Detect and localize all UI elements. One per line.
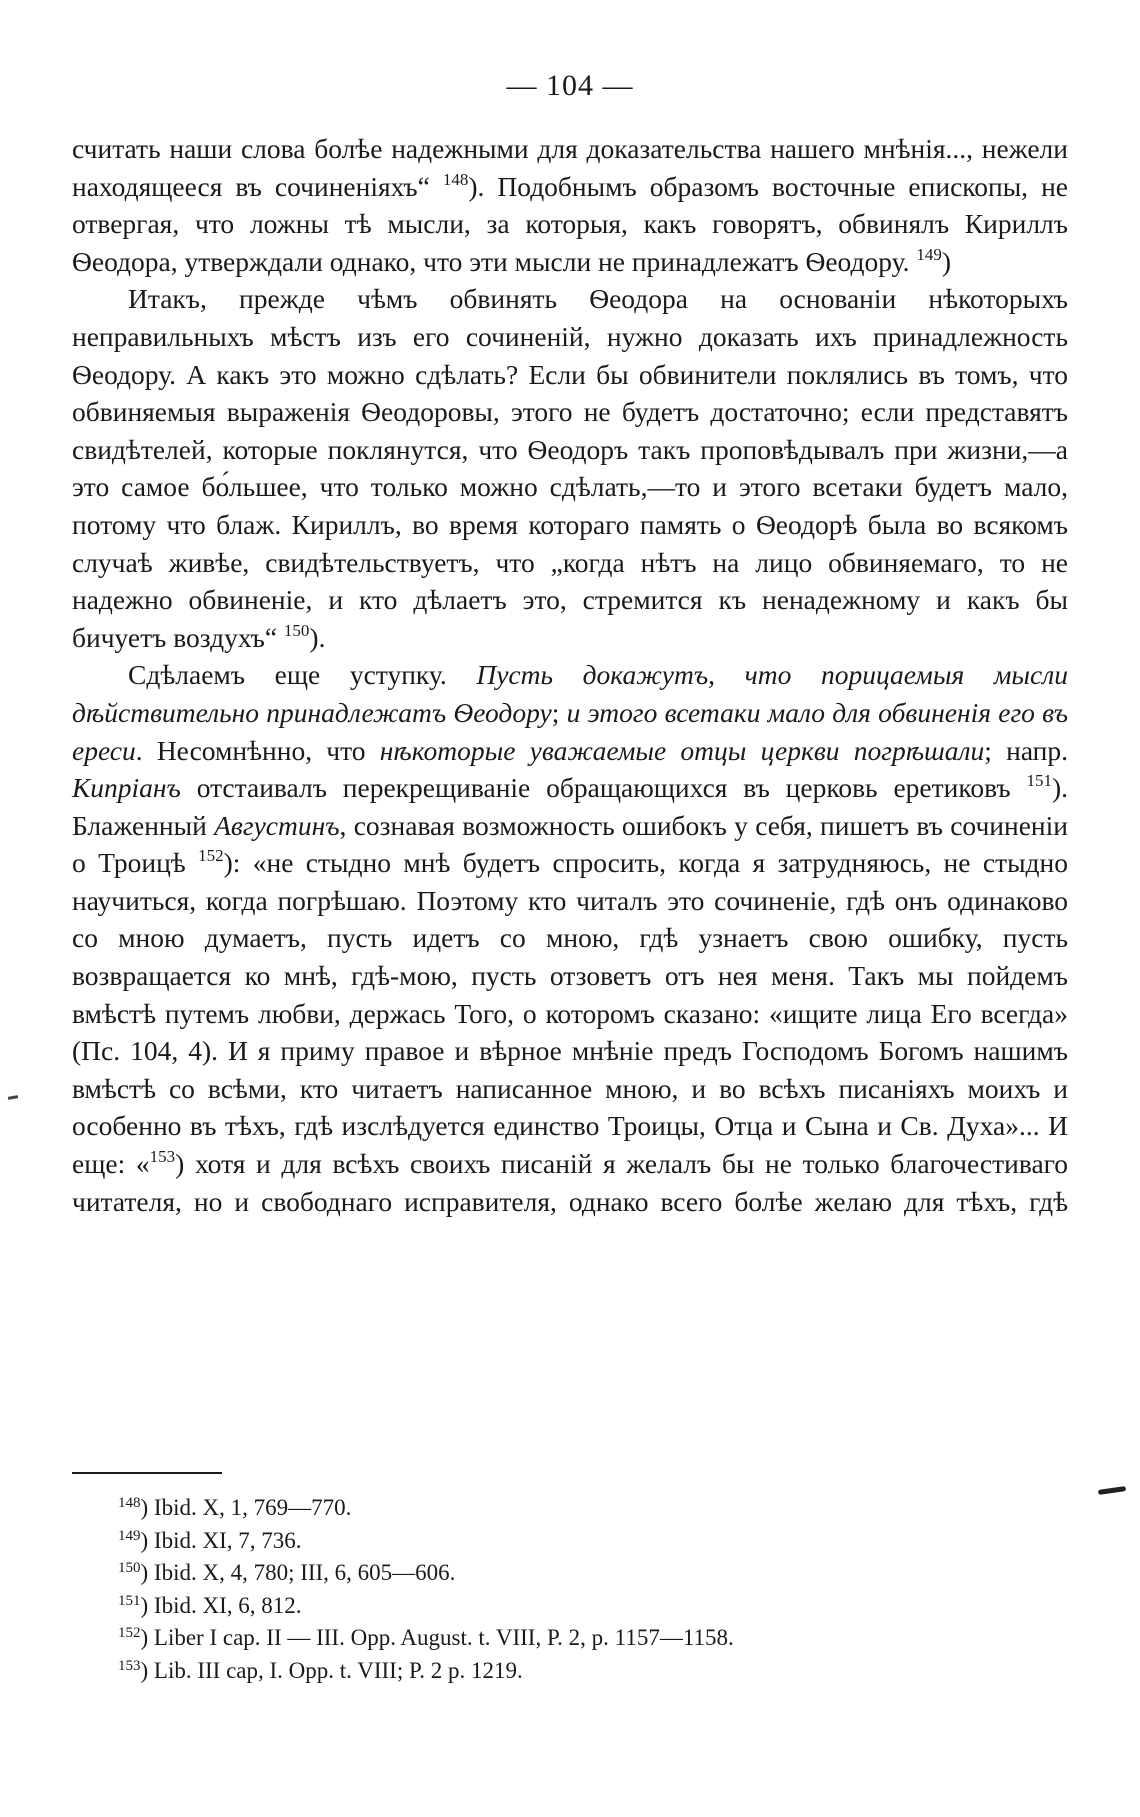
footnote-ref: 153	[149, 1147, 176, 1167]
footnote-149	[118, 1525, 1018, 1558]
text-run: Сдѣлаемъ еще уступку.	[128, 659, 477, 691]
text-run: считать наши слова болѣе надежными для доказательства нашего мнѣнія..., нежели находящееся въ сочиненіяхъ“	[72, 133, 1068, 202]
text-run: ;	[551, 696, 567, 728]
footnote-number: 153	[118, 1657, 141, 1674]
text-run: ). Блаженный	[72, 772, 1068, 841]
footnote-150	[118, 1557, 1018, 1590]
paragraph-1	[72, 130, 1068, 280]
footnote-text: ) Liber I cap. II — III. Opp. August. t. VIII, P. 2, p. 1157—1158.	[140, 1625, 734, 1651]
text-run: ).	[309, 621, 326, 653]
italic-text: Пусть докажутъ, что порицаемыя мысли дѣйствительно принадлежатъ Ѳеодору	[72, 659, 1068, 728]
footnote-text: ) Ibid. X, 4, 780; III, 6, 605—606.	[140, 1560, 456, 1586]
text-run: , сознавая возможность ошибокъ у себя, пишетъ въ сочиненіи о Троицѣ	[72, 809, 1069, 879]
footnote-152	[118, 1622, 1018, 1655]
ink-smudge	[1098, 1486, 1126, 1495]
text-run: ). Подобнымъ образомъ восточные епископы, не отвергая, что ложны тѣ мысли, за которыя, какъ говорятъ, обвинялъ Кириллъ Ѳеодора, утверждали однако, что эти мысли не принадлежатъ Ѳеодору.	[72, 170, 1069, 277]
footnote-text: ) Ibid. XI, 7, 736.	[140, 1527, 302, 1553]
footnote-number: 149	[118, 1527, 141, 1544]
text-run: отстаивалъ перекрещиваніе обращающихся въ церковь еретиковъ	[180, 772, 1027, 804]
text-run: ): «не стыдно мнѣ будетъ спросить, когда я затрудняюсь, не стыдно научиться, когда погрѣшаю. Поэтому кто читалъ это сочиненіе, гдѣ онъ одинаково со мною думаетъ, пусть идетъ со мною, гдѣ узнаетъ свою ошибку, пусть возвращается ко мнѣ, гдѣ-мою, пусть отзоветъ отъ нея меня. Такъ мы пойдемъ вмѣстѣ путемъ любви, держась Того, о которомъ сказано: «ищите лица Его всегда» (Пс. 104, 4). И я приму правое и вѣрное мнѣніе предъ Господомъ Богомъ нашимъ вмѣстѣ со всѣми, кто читаетъ написанное мною, и во всѣхъ писаніяхъ моихъ и особенно въ тѣхъ, гдѣ изслѣдуется единство Троицы, Отца и Сына и Св. Духа»... И еще: «	[72, 847, 1069, 1180]
footnote-text: ) Ibid. XI, 6, 812.	[140, 1592, 302, 1618]
italic-text: и этого всетаки мало для обвиненія его въ ереси	[72, 696, 1068, 766]
paragraph-3	[72, 656, 1068, 1220]
footnote-number: 150	[118, 1560, 141, 1577]
footnote-text: ) Ibid. X, 1, 769—770.	[140, 1495, 352, 1520]
text-run: Итакъ, прежде чѣмъ обвинять Ѳеодора на основаніи нѣкоторыхъ неправильныхъ мѣстъ изъ его сочиненій, нужно доказать ихъ принадлежность Ѳеодору. А какъ это можно сдѣлать? Если бы обвинители поклялись въ томъ, что обвиняемыя выраженія Ѳеодоровы, этого не будетъ достаточно; если представятъ свидѣтелей, которые поклянутся, что Ѳеодоръ такъ проповѣдывалъ при жизни,—а это самое бо́льшее, что только можно сдѣлать,—то и этого всетаки будетъ мало, потому что блаж. Кириллъ, во время котораго память о Ѳеодорѣ была во всякомъ случаѣ живѣе, свидѣтельствуетъ, что „когда нѣтъ на лицо обвиняемаго, то не надежно обвиненіе, и кто дѣлаетъ это, стремится къ ненадежному и какъ бы бичуетъ воздухъ“	[72, 283, 1068, 653]
footnote-number: 151	[118, 1592, 141, 1609]
paragraph-2	[72, 280, 1068, 656]
footnote-ref: 152	[198, 846, 224, 866]
ink-smudge	[8, 1095, 18, 1100]
footnote-ref: 148	[442, 169, 469, 189]
italic-text: Кипріанъ	[72, 772, 181, 804]
footnote-ref: 151	[1026, 771, 1052, 791]
footnote-number: 152	[118, 1625, 141, 1642]
text-run: ; напр.	[984, 734, 1069, 766]
footnote-ref: 150	[283, 620, 310, 640]
footnote-number: 148	[118, 1495, 141, 1511]
footnote-148	[118, 1492, 1018, 1525]
footnote-151	[118, 1590, 1018, 1623]
footnote-ref: 149	[916, 244, 942, 264]
footnote-153	[118, 1655, 1018, 1688]
text-run: ) хотя и для всѣхъ своихъ писаній я желалъ бы не только благочестиваго читателя, но и свободнаго исправителя, однако всего болѣе желаю для тѣхъ, гдѣ	[72, 1148, 1069, 1217]
footnotes	[118, 1492, 1018, 1688]
page-number: — 104 —	[506, 69, 634, 102]
italic-text: нѣкоторые уважаемые отцы церкви погрѣшали	[379, 734, 985, 766]
italic-text: Августинъ	[214, 809, 340, 841]
footnote-separator	[72, 1472, 222, 1474]
text-run: . Несомнѣнно, что	[135, 734, 380, 766]
footnote-text: ) Lib. III cap, I. Opp. t. VIII; P. 2 p. 1219.	[140, 1657, 523, 1683]
text-run: )	[941, 245, 952, 277]
body-text	[72, 130, 1068, 1220]
